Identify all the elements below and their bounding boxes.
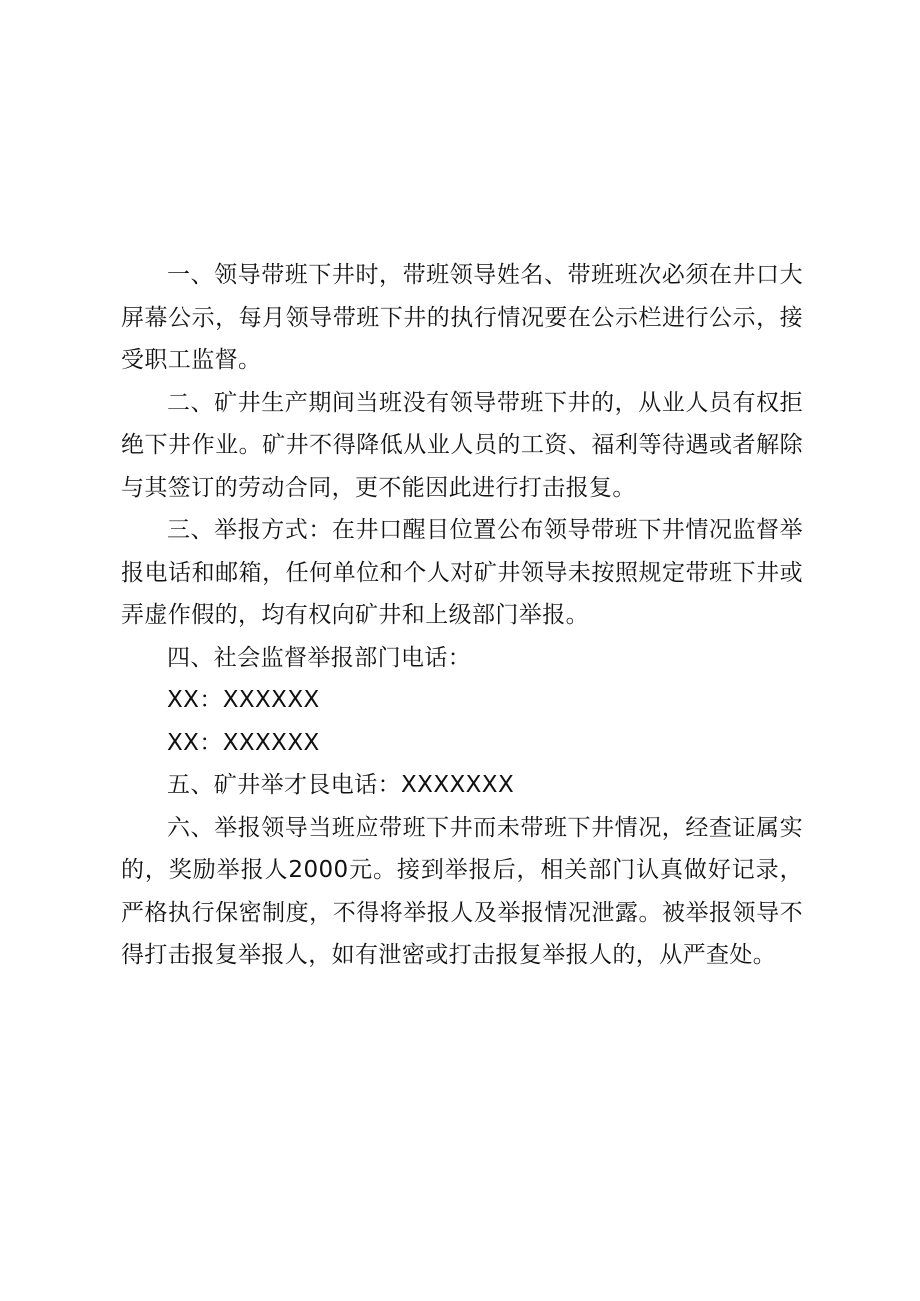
paragraph-6: 六、举报领导当班应带班下井而未带班下井情况，经查证属实的，奖励举报人2000元。接到举报后，相关部门认真做好记录，严格执行保密制度，不得将举报人及举报情况泄露。被举报领导不得打击报复举报人，如有泄密或打击报复举报人的，从严查处。 xyxy=(121,814,803,968)
section-5-line: 五、矿井举才艮电话：XXXXXXX xyxy=(167,772,515,798)
phone-line-1: XX：XXXXXX xyxy=(167,687,320,713)
section-4-heading: 四、社会监督举报部门电话： xyxy=(167,644,472,671)
paragraph-2: 二、矿井生产期间当班没有领导带班下井的，从业人员有权拒绝下井作业。矿井不得降低从业人员的工资、福利等待遇或者解除与其签订的劳动合同，更不能因此进行打击报复。 xyxy=(121,389,803,501)
paragraph-1: 一、领导带班下井时，带班领导姓名、带班班次必须在井口大屏幕公示，每月领导带班下井的执行情况要在公示栏进行公示，接受职工监督。 xyxy=(121,262,803,373)
phone-line-2: XX：XXXXXX xyxy=(167,729,320,756)
document-body xyxy=(121,254,803,977)
paragraph-3: 三、举报方式：在井口醒目位置公布领导带班下井情况监督举报电话和邮箱，任何单位和个人对矿井领导未按照规定带班下井或弄虚作假的，均有权向矿井和上级部门举报。 xyxy=(121,517,803,628)
